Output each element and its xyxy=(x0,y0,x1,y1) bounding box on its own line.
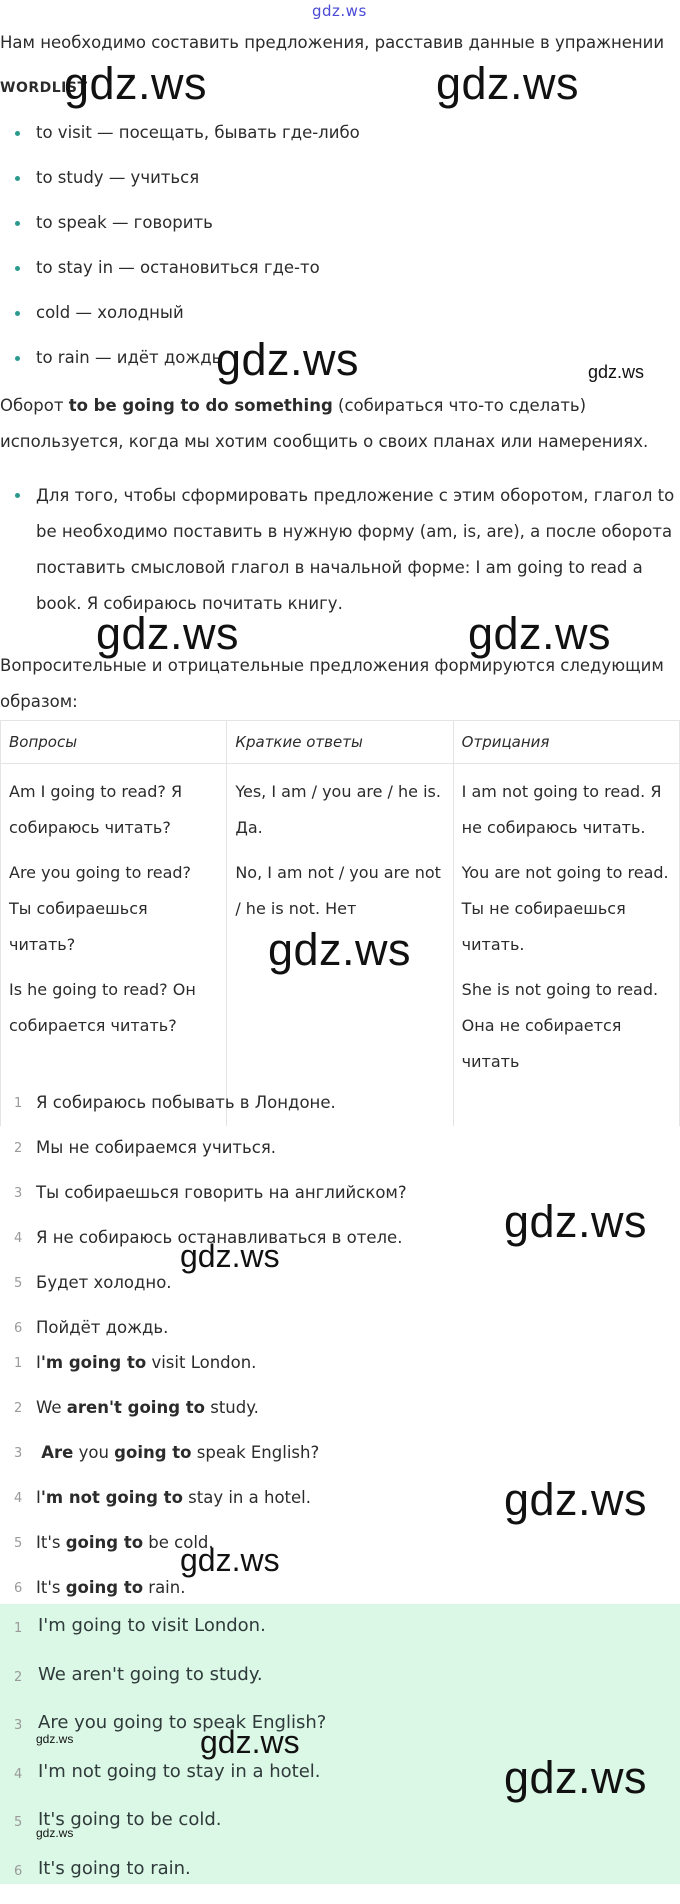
answer-construction: going to xyxy=(66,1578,143,1597)
item-number: 2 xyxy=(14,1136,22,1162)
list-item: to visit — посещать, бывать где-либо xyxy=(0,120,680,165)
table-cell-text: Am I going to read? Я собираюсь читать? xyxy=(9,774,218,846)
item-text xyxy=(36,1575,185,1601)
answer-part: speak English? xyxy=(192,1443,320,1462)
item-number: 6 xyxy=(14,1859,22,1885)
list-item xyxy=(0,1135,680,1180)
item-number: 2 xyxy=(14,1396,22,1422)
item-text: Are you going to speak English? xyxy=(38,1710,326,1736)
item-text: I'm not going to stay in a hotel. xyxy=(38,1759,321,1785)
item-number: 6 xyxy=(14,1316,22,1342)
item-text xyxy=(36,1485,311,1511)
watermark: gdz.ws xyxy=(268,924,411,976)
table-cell-text: Yes, I am / you are / he is. Да. xyxy=(235,774,444,846)
task-intro: Нам необходимо составить предложения, расставив данные в упражнении xyxy=(0,30,680,56)
watermark: gdz.ws xyxy=(468,608,611,660)
item-text xyxy=(36,1395,259,1421)
list-item xyxy=(0,1662,680,1711)
list-item xyxy=(0,1270,680,1315)
answer-construction: going to xyxy=(66,1533,143,1552)
list-item xyxy=(0,1613,680,1662)
item-number: 1 xyxy=(14,1091,22,1117)
answer-part: be cold. xyxy=(143,1533,214,1552)
answer-part: you xyxy=(73,1443,114,1462)
watermark: gdz.ws xyxy=(36,1826,73,1840)
item-number: 5 xyxy=(14,1271,22,1297)
rule-text: (собираться что-то сделать) используется, когда мы хотим сообщить о своих планах или намерениях. xyxy=(0,396,648,451)
watermark: gdz.ws xyxy=(436,58,579,110)
item-number: 1 xyxy=(14,1616,22,1642)
item-text: Я собираюсь побывать в Лондоне. xyxy=(36,1090,336,1116)
answer-construction: 'm not going to xyxy=(41,1488,183,1507)
watermark: gdz.ws xyxy=(200,1724,300,1761)
table-header: Отрицания xyxy=(453,721,679,764)
table-cell-text: You are not going to read. Ты не собираешься читать. xyxy=(462,855,671,963)
item-text: Ты собираешься говорить на английском? xyxy=(36,1180,407,1206)
grammar-table xyxy=(0,720,680,1126)
item-text xyxy=(36,1350,256,1376)
list-item: to rain — идёт дождь xyxy=(0,345,680,390)
list-item xyxy=(0,1807,680,1856)
item-number: 3 xyxy=(14,1713,22,1739)
item-number: 5 xyxy=(14,1810,22,1836)
watermark: gdz.ws xyxy=(504,1196,647,1248)
item-text: Будет холодно. xyxy=(36,1270,172,1296)
watermark: gdz.ws xyxy=(216,334,359,386)
list-item: to study — учиться xyxy=(0,165,680,210)
answer-part: It's xyxy=(36,1578,66,1597)
item-number: 4 xyxy=(14,1762,22,1788)
table-cell-text: No, I am not / you are not / he is not. Нет xyxy=(235,855,444,927)
watermark: gdz.ws xyxy=(96,608,239,660)
watermark: gdz.ws xyxy=(504,1752,647,1804)
answer-construction: going to xyxy=(114,1443,191,1462)
table-cell-negatives xyxy=(453,764,679,1126)
wordlist-title: WORDLIST xyxy=(0,80,88,96)
answer-construction: 'm going to xyxy=(41,1353,146,1372)
answer-part: study. xyxy=(205,1398,259,1417)
list-item xyxy=(0,1090,680,1135)
item-number: 2 xyxy=(14,1665,22,1691)
list-item xyxy=(0,1530,680,1575)
watermark: gdz.ws xyxy=(64,58,207,110)
list-item xyxy=(0,1395,680,1440)
item-text: Мы не собираемся учиться. xyxy=(36,1135,276,1161)
watermark: gdz.ws xyxy=(504,1474,647,1526)
answer-part: I xyxy=(36,1488,41,1507)
watermark: gdz.ws xyxy=(588,362,644,383)
item-text xyxy=(36,1440,319,1466)
item-number: 1 xyxy=(14,1351,22,1377)
answer-construction: Are xyxy=(41,1443,73,1462)
table-cell-text: I am not going to read. Я не собираюсь читать. xyxy=(462,774,671,846)
watermark: gdz.ws xyxy=(36,1732,73,1746)
item-number: 3 xyxy=(14,1181,22,1207)
answer-part: We xyxy=(36,1398,67,1417)
item-number: 4 xyxy=(14,1226,22,1252)
rule-construction: to be going to do something xyxy=(69,396,333,415)
rule-paragraph xyxy=(0,388,680,460)
answer-part: stay in a hotel. xyxy=(183,1488,311,1507)
answer-part: visit London. xyxy=(146,1353,256,1372)
table-cell-text: Is he going to read? Он собирается читать? xyxy=(9,972,218,1044)
list-item: to stay in — остановиться где-то xyxy=(0,255,680,300)
rule-bullet: Для того, чтобы сформировать предложение с этим оборотом, глагол to be необходимо поставить в нужную форму (am, is, are), а после оборота поставить смысловой глагол в начальной форме: I am going to read a book. Я собираюсь почитать книгу. xyxy=(36,478,680,622)
answer-part: I xyxy=(36,1353,41,1372)
item-text: It's going to rain. xyxy=(38,1856,191,1882)
item-text: Я не собираюсь останавливаться в отеле. xyxy=(36,1225,402,1251)
table-header: Краткие ответы xyxy=(227,721,453,764)
answer-part: rain. xyxy=(143,1578,185,1597)
answer-part: It's xyxy=(36,1533,66,1552)
item-text: We aren't going to study. xyxy=(38,1662,263,1688)
table-intro: Вопросительные и отрицательные предложения формируются следующим образом: xyxy=(0,648,680,720)
list-item xyxy=(0,1350,680,1395)
item-text: Пойдёт дождь. xyxy=(36,1315,168,1341)
bullet-icon xyxy=(15,493,20,498)
list-item xyxy=(0,1856,680,1904)
rule-text: Оборот xyxy=(0,396,69,415)
watermark: gdz.ws xyxy=(180,1542,280,1579)
list-item: cold — холодный xyxy=(0,300,680,345)
item-number: 5 xyxy=(14,1531,22,1557)
table-cell-text: Are you going to read? Ты собираешься читать? xyxy=(9,855,218,963)
item-number: 3 xyxy=(14,1441,22,1467)
site-logo[interactable]: gdz.ws xyxy=(312,2,367,20)
table-cell-text: She is not going to read. Она не собирается читать xyxy=(462,972,671,1080)
item-text: I'm going to visit London. xyxy=(38,1613,266,1639)
item-text: It's going to be cold. xyxy=(38,1807,221,1833)
answer-construction: aren't going to xyxy=(67,1398,205,1417)
item-number: 6 xyxy=(14,1576,22,1602)
table-cell-questions xyxy=(1,764,227,1126)
table-header: Вопросы xyxy=(1,721,227,764)
list-item xyxy=(0,1315,680,1347)
item-number: 4 xyxy=(14,1486,22,1512)
list-item: to speak — говорить xyxy=(0,210,680,255)
watermark: gdz.ws xyxy=(180,1238,280,1275)
